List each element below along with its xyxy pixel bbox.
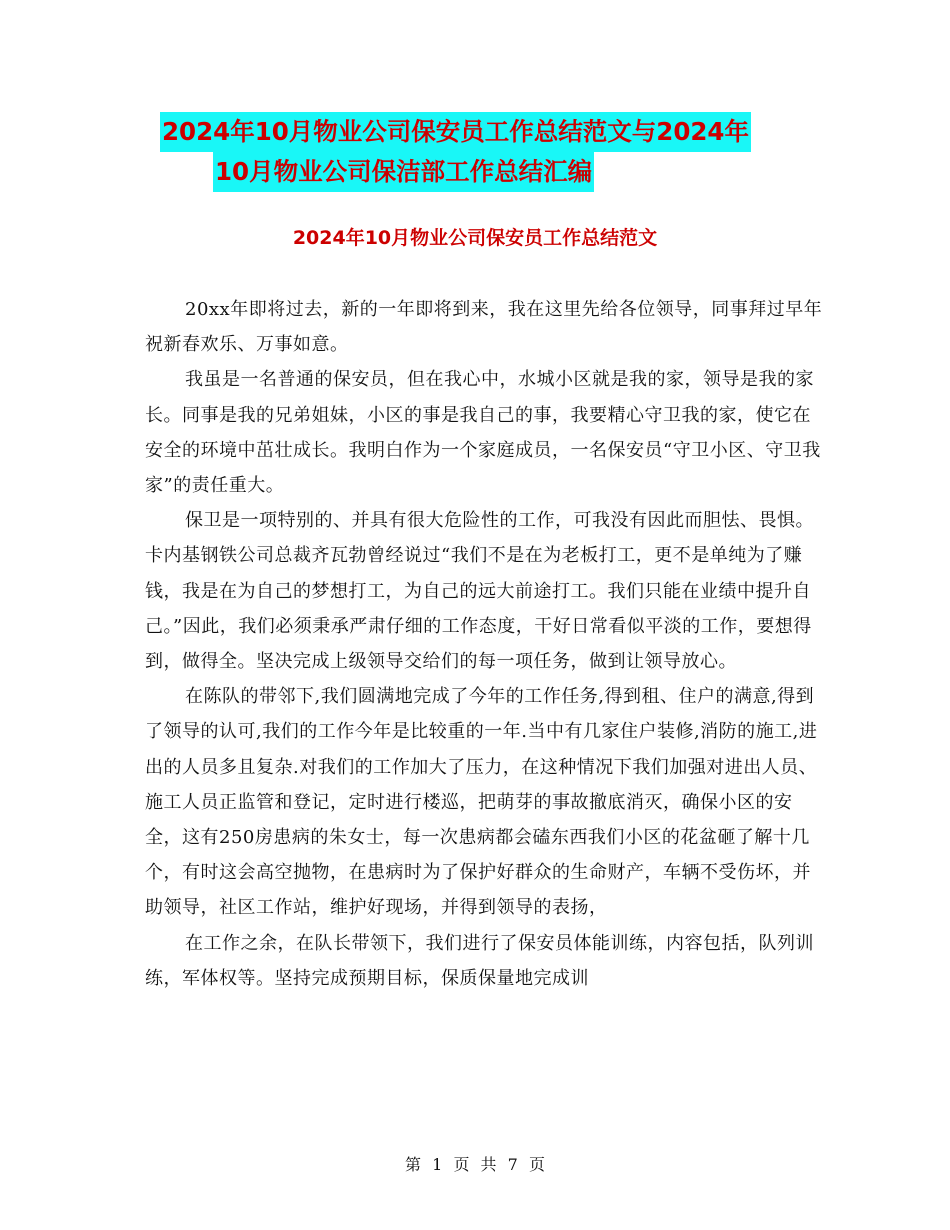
- paragraph-2: 我虽是一名普通的保安员，但在我心中，水城小区就是我的家，领导是我的家长。同事是我的兄弟姐妹，小区的事是我自己的事，我要精心守卫我的家，使它在安全的环境中茁壮成长。我明白作为一个家庭成员，一名保安员“守卫小区、守卫我家”的责任重大。: [145, 369, 821, 497]
- footer-label-gong: 共: [480, 1155, 497, 1174]
- title-line-2: 10月物业公司保洁部工作总结汇编: [213, 152, 594, 192]
- page-footer: [0, 1152, 950, 1175]
- footer-label-di: 第: [405, 1155, 422, 1174]
- document-title: [160, 112, 850, 192]
- current-page-number: 1: [432, 1155, 443, 1174]
- footer-label-ye: 页: [453, 1155, 470, 1174]
- paragraph-1: 20xx年即将过去，新的一年即将到来，我在这里先给各位领导，同事拜过早年祝新春欢乐、万事如意。: [145, 299, 823, 356]
- total-page-count: 7: [507, 1155, 518, 1174]
- title-line-1: 2024年10月物业公司保安员工作总结范文与2024年: [160, 112, 751, 152]
- body-text: [145, 292, 825, 996]
- paragraph-5: 在工作之余，在队长带领下，我们进行了保安员体能训练，内容包括，队列训练，军体权等。坚持完成预期目标，保质保量地完成训: [145, 932, 814, 989]
- paragraph-4: 在陈队的带邻下,我们圆满地完成了今年的工作任务,得到租、住户的满意,得到了领导的认可,我们的工作今年是比较重的一年.当中有几家住户装修,消防的施工,进出的人员多且复杂.对我们的工作加大了压力，在这种情况下我们加强对进出人员、施工人员正监管和登记，定时进行楼巡，把萌芽的事故撤底消灭，确保小区的安全，这有250房患病的朱女士，每一次患病都会磕东西我们小区的花盆砸了解十几个，有时这会高空抛物，在患病时为了保护好群众的生命财产，车辆不受伤坏，并 助领导，社区工作站，维护好现场，并得到领导的表扬，: [145, 686, 818, 919]
- footer-label-ye-2: 页: [528, 1155, 545, 1174]
- section-title: 2024年10月物业公司保安员工作总结范文: [292, 227, 658, 249]
- paragraph-3: 保卫是一项特别的、并具有很大危险性的工作，可我没有因此而胆怯、畏惧。卡内基钢铁公司总裁齐瓦勃曾经说过“我们不是在为老板打工，更不是单纯为了赚钱，我是在为自己的梦想打工，为自己的远大前途打工。我们只能在业绩中提升自己。”因此，我们必须秉承严肃仔细的工作态度，干好日常看似平淡的工作，要想得到，做得全。坚决完成上级领导交给们的每一项任务，做到让领导放心。: [145, 510, 814, 673]
